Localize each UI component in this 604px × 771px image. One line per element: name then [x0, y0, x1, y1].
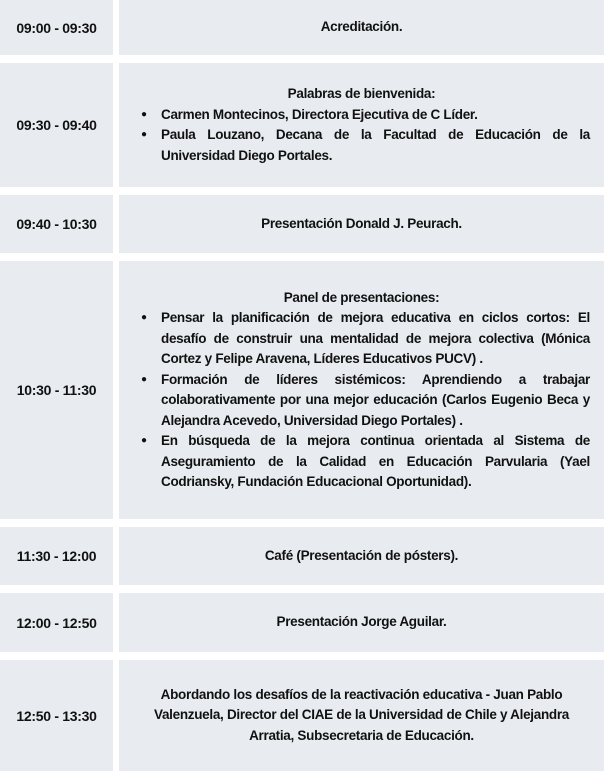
schedule-row	[0, 660, 604, 771]
list-item: ● Paula Louzano, Decana de la Facultad de Educación de la Universidad Diego Portales.	[161, 125, 590, 166]
session-title: Panel de presentaciones:	[283, 289, 440, 305]
session-title: Abordando los desafíos de la reactivación educativa - Juan Pablo Valenzuela, Director del CIAE de la Universidad de Chile y Alejandra Arratia, Subsecretaria de Educación.	[154, 686, 569, 743]
list-item: ● Pensar la planificación de mejora educativa en ciclos cortos: El desafío de construir una mentalidad de mejora colectiva (Mónica Cortez y Felipe Aravena, Líderes Educativos PUCV) .	[161, 308, 590, 370]
session-cell	[119, 0, 604, 55]
time-slot: 09:40 - 10:30	[0, 195, 113, 253]
session-title: Acreditación.	[320, 19, 403, 35]
time-slot: 10:30 - 11:30	[0, 261, 113, 519]
session-cell	[119, 63, 604, 187]
speaker-list	[133, 105, 590, 167]
time-slot: 11:30 - 12:00	[0, 527, 113, 585]
schedule-row	[0, 0, 604, 55]
list-item: ● En búsqueda de la mejora continua orientada al Sistema de Aseguramiento de la Calidad en Educación Parvularia (Yael Codriansky, Fundación Educacional Oportunidad).	[161, 431, 590, 493]
schedule-row	[0, 195, 604, 253]
list-item: ● Formación de líderes sistémicos: Aprendiendo a trabajar colaborativamente por una mejor educación (Carlos Eugenio Beca y Alejandra Acevedo, Universidad Diego Portales) .	[161, 370, 590, 432]
session-cell	[119, 593, 604, 652]
session-cell	[119, 527, 604, 585]
session-title: Presentación Donald J. Peurach.	[261, 215, 462, 231]
session-title: Palabras de bienvenida:	[287, 86, 436, 101]
session-cell	[119, 660, 604, 771]
session-cell	[119, 195, 604, 253]
schedule-row	[0, 261, 604, 519]
schedule-row	[0, 63, 604, 187]
session-cell	[119, 261, 604, 519]
schedule-row	[0, 527, 604, 585]
presentation-list	[133, 308, 590, 493]
session-title: Café (Presentación de pósters).	[264, 547, 459, 563]
time-slot: 12:50 - 13:30	[0, 660, 113, 771]
list-item: ● Carmen Montecinos, Directora Ejecutiva de C Líder.	[161, 105, 590, 126]
session-title: Presentación Jorge Aguilar.	[276, 614, 447, 630]
time-slot: 09:30 - 09:40	[0, 63, 113, 187]
time-slot: 09:00 - 09:30	[0, 0, 113, 55]
schedule-row	[0, 593, 604, 652]
time-slot: 12:00 - 12:50	[0, 593, 113, 652]
